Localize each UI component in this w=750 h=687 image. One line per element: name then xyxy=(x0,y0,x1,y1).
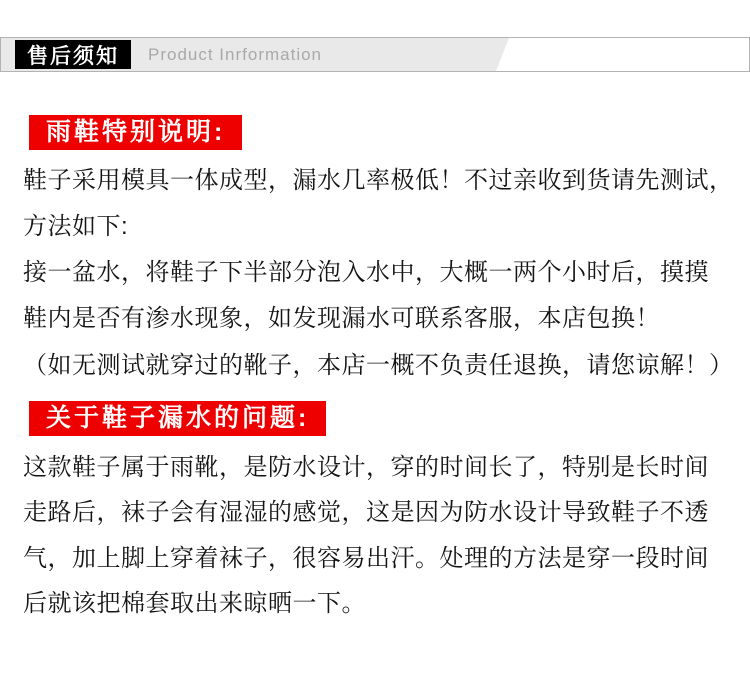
section-heading-rain-boots-note: 雨鞋特别说明: xyxy=(29,115,242,150)
header-bar xyxy=(0,37,750,72)
body-text-line: 方法如下: xyxy=(23,213,129,240)
body-text-line: 接一盆水，将鞋子下半部分泡入水中，大概一两个小时后，摸摸 xyxy=(23,259,709,286)
body-text-line: 这款鞋子属于雨靴，是防水设计，穿的时间长了，特别是长时间 xyxy=(23,454,709,481)
body-text-line: 气，加上脚上穿着袜子，很容易出汗。处理的方法是穿一段时间 xyxy=(23,545,709,572)
header-subtitle: Product Inrformation xyxy=(148,44,323,64)
body-text-line: 鞋内是否有渗水现象，如发现漏水可联系客服，本店包换！ xyxy=(23,305,660,332)
header-title: 售后须知 xyxy=(27,44,119,68)
section-heading-leakage-question: 关于鞋子漏水的问题: xyxy=(29,401,326,436)
body-text-line: 鞋子采用模具一体成型，漏水几率极低！不过亲收到货请先测试， xyxy=(23,167,734,194)
body-text-line: 后就该把棉套取出来晾晒一下。 xyxy=(23,590,366,617)
header-title-box xyxy=(15,40,131,69)
body-text-line: （如无测试就穿过的靴子，本店一概不负责任退换，请您谅解！） xyxy=(23,352,734,379)
body-text-line: 走路后，袜子会有湿湿的感觉，这是因为防水设计导致鞋子不透 xyxy=(23,499,709,526)
